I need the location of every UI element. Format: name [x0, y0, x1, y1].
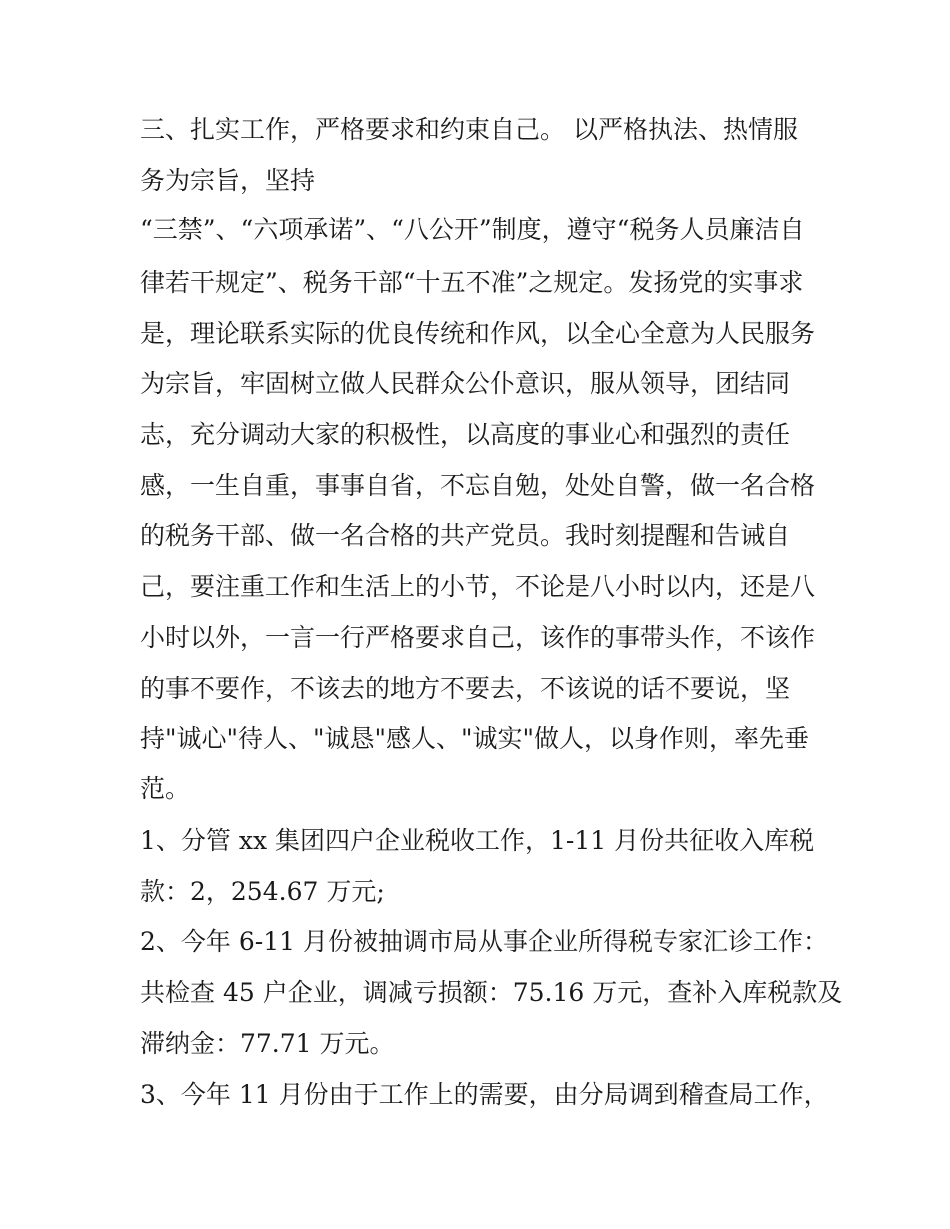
text-line: 2、今年 6-11 月份被抽调市局从事企业所得税专家汇诊工作：: [140, 927, 828, 956]
text-line: 小时以外，一言一行严格要求自己，该作的事带头作，不该作: [140, 623, 816, 652]
text-line: 的税务干部、做一名合格的共产党员。我时刻提醒和告诫自: [140, 521, 791, 550]
text-line: 务为宗旨，坚持: [140, 166, 316, 195]
text-line: 己，要注重工作和生活上的小节，不论是八小时以内，还是八: [140, 572, 816, 601]
text-line: 滞纳金：77.71 万元。: [140, 1029, 395, 1058]
text-line: 的事不要作，不该去的地方不要去，不该说的话不要说，坚: [140, 674, 791, 703]
text-line: 律若干规定”、税务干部“十五不准”之规定。发扬党的实事求: [140, 268, 804, 297]
text-line: 3、今年 11 月份由于工作上的需要，由分局调到稽查局工作，: [140, 1080, 829, 1109]
text-line: 为宗旨，牢固树立做人民群众公仆意识，服从领导，团结同: [140, 369, 791, 398]
text-line: 志，充分调动大家的积极性，以高度的事业心和强烈的责任: [140, 420, 791, 449]
text-line: 款：2，254.67 万元;: [140, 877, 385, 906]
text-line: 三、扎实工作，严格要求和约束自己。 以严格执法、热情服: [140, 115, 798, 144]
text-line: 1、分管 xx 集团四户企业税收工作，1-11 月份共征收入库税: [140, 826, 815, 855]
text-line: 感，一生自重，事事自省，不忘自勉，处处自警，做一名合格: [140, 471, 816, 500]
text-line: 持"诚心"待人、"诚恳"感人、"诚实"做人，以身作则，率先垂: [140, 724, 809, 753]
text-line: “三禁”、“六项承诺”、“八公开”制度，遵守“税务人员廉洁自: [140, 215, 805, 244]
text-line: 是，理论联系实际的优良传统和作风，以全心全意为人民服务: [140, 319, 816, 348]
text-line: 共检查 45 户企业，调减亏损额：75.16 万元，查补入库税款及: [140, 978, 843, 1007]
text-line: 范。: [140, 774, 191, 803]
